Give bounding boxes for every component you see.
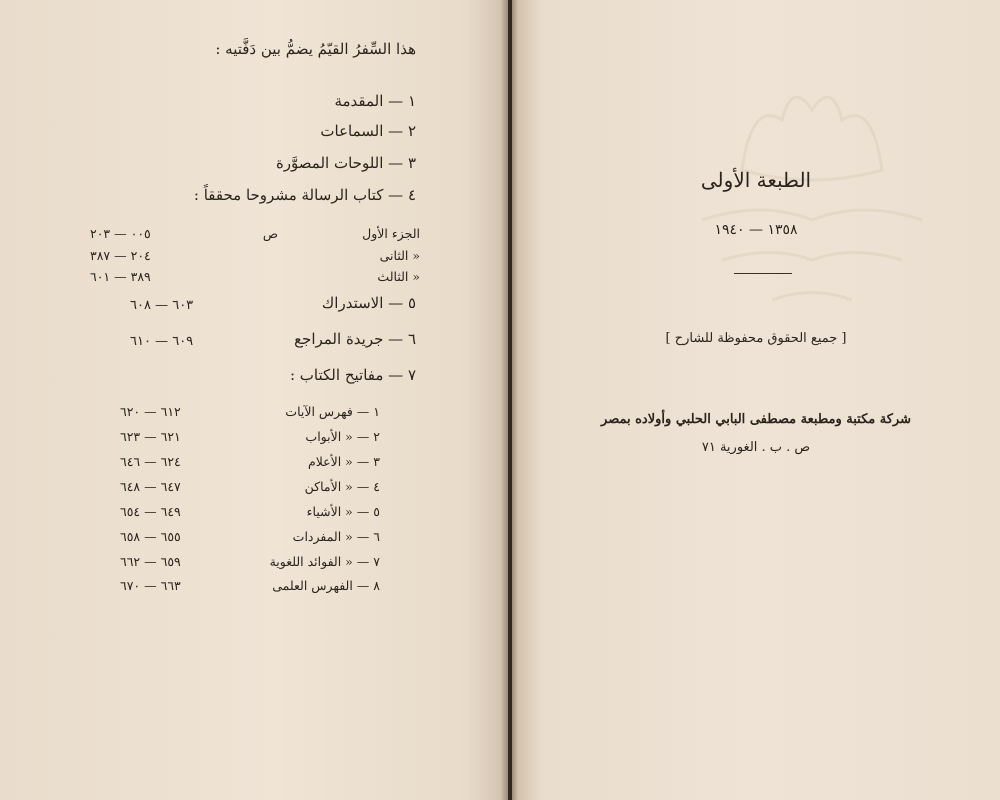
book-gutter: [500, 0, 518, 800]
toc-item-treatise: ٤ — كتاب الرسالة مشروحا محققاً :: [193, 186, 416, 204]
copyright-notice: [ جميع الحقوق محفوظة للشارح ]: [665, 331, 847, 346]
index-label: ٦ — « المفردات: [292, 529, 380, 544]
index-pages: ٦٦٣ — ٦٧٠: [120, 578, 181, 593]
toc-item-indexes: ٧ — مفاتيح الكتاب :: [289, 366, 416, 384]
part-label: « الثالث: [377, 269, 420, 284]
toc-item-introduction: ١ — المقدمة: [334, 92, 416, 110]
index-pages: ٦١٢ — ٦٢٠: [120, 404, 181, 419]
part-pages: ٠٠٥ — ٢٠٣: [90, 226, 151, 241]
part-pages: ٢٠٤ — ٣٨٧: [90, 248, 151, 263]
part-pages: ٣٨٩ — ٦٠١: [90, 269, 151, 284]
publisher-name: شركة مكتبة ومطبعة مصطفى البابي الحلبي وأولاده بمصر: [601, 412, 911, 427]
toc-item-addenda: ٥ — الاستدراك: [321, 294, 416, 312]
index-label: ٨ — الفهرس العلمى: [272, 578, 380, 593]
contents-intro: هذا السِّفرُ القيّمُ يضمُّ بين دَفَّتيه :: [215, 40, 416, 58]
index-row: [120, 454, 380, 476]
edition-title: الطبعة الأولى: [700, 168, 812, 192]
toc-item-references: ٦ — جريدة المراجع: [294, 330, 416, 348]
index-label: ٤ — « الأماكن: [304, 479, 380, 494]
part-label: الجزء الأول: [362, 226, 420, 241]
index-row: [120, 504, 380, 526]
index-row: [120, 529, 380, 551]
toc-item-hearings: ٢ — السماعات: [320, 122, 416, 140]
index-pages: ٦٢٤ — ٦٤٦: [120, 454, 181, 469]
title-verso-page: [512, 0, 1000, 800]
index-pages: ٦٥٩ — ٦٦٢: [120, 554, 181, 569]
part-row: [90, 226, 420, 246]
index-pages: ٦٥٥ — ٦٥٨: [120, 529, 181, 544]
index-label: ٥ — « الأشياء: [306, 504, 380, 519]
index-row: [120, 554, 380, 576]
index-label: ٢ — « الأبواب: [305, 429, 380, 444]
index-row: [120, 479, 380, 501]
references-pages: ٦٠٩ — ٦١٠: [130, 334, 194, 349]
index-row: [120, 429, 380, 451]
addenda-pages: ٦٠٣ — ٦٠٨: [130, 298, 194, 313]
toc-item-plates: ٣ — اللوحات المصوَّرة: [275, 154, 416, 172]
index-pages: ٦٤٧ — ٦٤٨: [120, 479, 181, 494]
index-pages: ٦٢١ — ٦٢٣: [120, 429, 181, 444]
part-row: [90, 269, 420, 289]
index-row: [120, 404, 380, 426]
part-row: [90, 248, 420, 268]
index-label: ٧ — « الفوائد اللغوية: [269, 554, 380, 569]
index-label: ١ — فهرس الآيات: [285, 404, 380, 419]
index-pages: ٦٤٩ — ٦٥٤: [120, 504, 181, 519]
index-row: [120, 578, 380, 600]
index-label: ٣ — « الأعلام: [307, 454, 380, 469]
edition-years: ١٣٥٨ — ١٩٤٠: [714, 222, 798, 238]
divider-rule: [734, 273, 792, 274]
page-prefix: ص: [262, 226, 278, 241]
publisher-address: ص . ب . الغورية ٧١: [701, 440, 811, 455]
part-label: « الثانى: [379, 248, 420, 263]
